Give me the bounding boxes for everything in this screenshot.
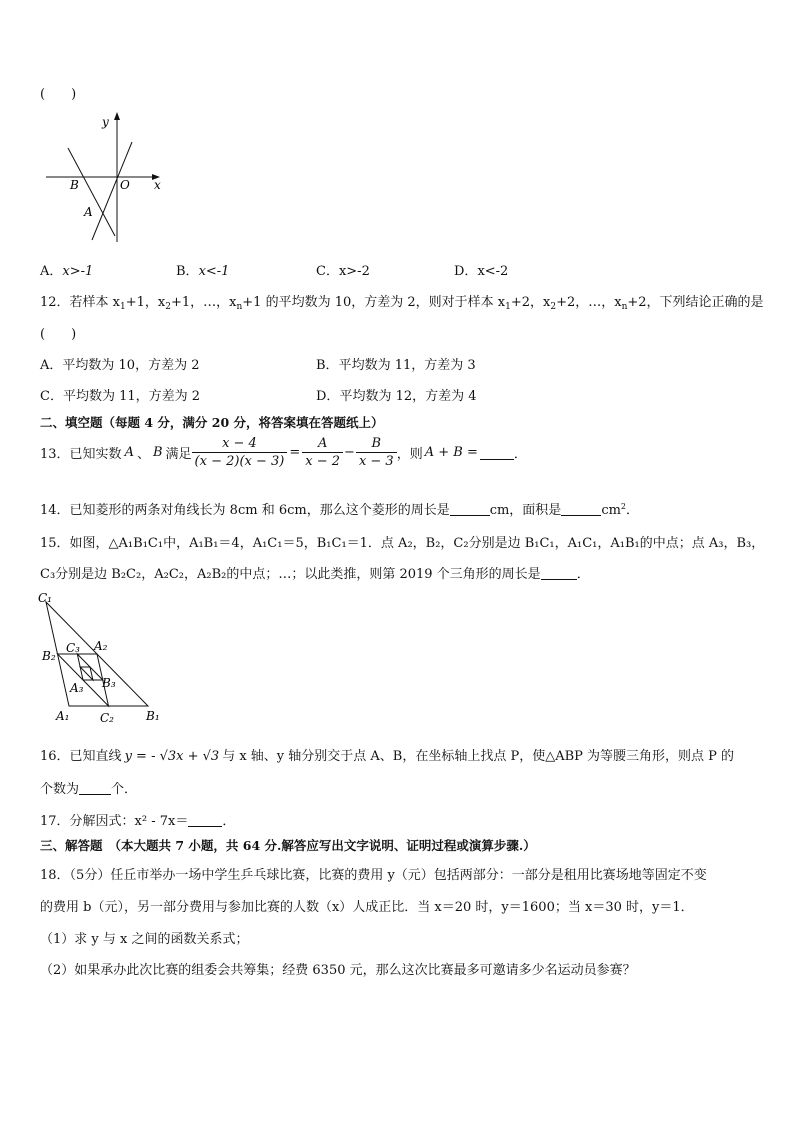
q12-option-d: D．平均数为 12，方差为 4 xyxy=(316,389,477,404)
label-a3: A₃ xyxy=(70,681,84,695)
q13: 13． 已知实数 A 、 B 满足 $\frac{x - 4}{(x - 2)(x - 3)}$ = $\frac{A}{x - 2}$ − $\frac{B}{x - 3}$ ，则 A + B = ． xyxy=(40,436,527,469)
label-c2: C₂ xyxy=(100,711,114,725)
label-b2: B₂ xyxy=(42,649,56,663)
q15-figure xyxy=(32,588,167,728)
q13-frac2: $\frac{A}{x - 2}$ xyxy=(302,436,343,469)
a-label: A xyxy=(84,205,93,219)
q16-line1: 16．已知直线 y = - √3x + √3 与 x 轴、y 轴分别交于点 A、B，在坐标轴上找点 P，使△ABP 为等腰三角形，则点 P 的 xyxy=(40,749,735,764)
label-b1: B₁ xyxy=(146,709,160,723)
q15-answer-blank[interactable] xyxy=(541,566,577,580)
q11-option-a: A．x>-1 xyxy=(40,264,94,279)
label-a1: A₁ xyxy=(56,709,70,723)
q11-paren: ( ) xyxy=(40,87,77,102)
o-label: O xyxy=(120,178,130,192)
q15-line1: 15．如图，△A₁B₁C₁中，A₁B₁＝4，A₁C₁＝5，B₁C₁＝1．点 A₂，B₂，C₂分别是边 B₁C₁，A₁C₁，A₁B₁的中点；点 A₃，B₃， xyxy=(40,536,765,551)
q14-area-blank[interactable] xyxy=(561,502,601,516)
label-c1: C₁ xyxy=(38,591,52,605)
q14: 14．已知菱形的两条对角线长为 8cm 和 6cm，那么这个菱形的周长是 cm，面积是 $cm^2$． xyxy=(40,502,640,518)
q13-frac3: $\frac{B}{x - 3}$ xyxy=(356,436,397,469)
q18-line1: 18．（5分）任丘市举办一场中学生乒乓球比赛，比赛的费用 y（元）包括两部分：一部分是租用比赛场地等固定不变 xyxy=(40,868,707,883)
label-b3: B₃ xyxy=(102,676,116,690)
y-axis-arrow xyxy=(114,112,120,120)
q13-answer-blank[interactable] xyxy=(480,446,514,460)
q11-option-d: D．x<-2 xyxy=(454,264,509,279)
section3-header: 三、解答题 （本大题共 7 小题，共 64 分.解答应写出文字说明、证明过程或演算步骤.） xyxy=(40,838,536,853)
q12-stem: 12．若样本 $x_1+1$，$x_2+1$，…，$x_n+1$ 的平均数为 10，方差为 2，则对于样本 $x_1+2$，$x_2+2$，…，$x_n+2$，下列结论正确的是 xyxy=(40,295,764,312)
q12-option-c: C．平均数为 11，方差为 2 xyxy=(40,389,201,404)
q11-option-c: C．x>-2 xyxy=(316,264,370,279)
section2-title: 二、填空题（每题 4 分，满分 20 分，将答案填在答题纸上） xyxy=(40,415,384,430)
q16-answer-blank[interactable] xyxy=(79,781,111,795)
q13-frac1: $\frac{x - 4}{(x - 2)(x - 3)}$ xyxy=(192,436,288,469)
y-label: y xyxy=(102,115,109,129)
q18-sub1: （1）求 y 与 x 之间的函数关系式； xyxy=(40,932,249,947)
q15-line2: C₃分别是边 B₂C₂，A₂C₂，A₂B₂的中点；…；以此类推，则第 2019 个三角形的周长是 ． xyxy=(40,567,590,582)
q18-line2: 的费用 b（元），另一部分费用与参加比赛的人数（x）人成正比．当 x＝20 时，y＝1600；当 x＝30 时，y＝1． xyxy=(40,900,694,915)
x-label: x xyxy=(154,178,161,192)
label-c3: C₃ xyxy=(66,641,80,655)
line-falling xyxy=(68,148,115,236)
b-label: B xyxy=(70,178,79,192)
q11-option-b: B．x<-1 xyxy=(176,264,230,279)
q12-paren: ( ) xyxy=(40,327,77,342)
q18-sub2: （2）如果承办此次比赛的组委会共筹集；经费 6350 元，那么这次比赛最多可邀请多少名运动员参赛？ xyxy=(40,963,636,978)
q14-perimeter-blank[interactable] xyxy=(450,502,490,516)
q17-answer-blank[interactable] xyxy=(188,813,222,827)
q12-option-a: A．平均数为 10，方差为 2 xyxy=(40,358,200,373)
label-a2: A₂ xyxy=(94,639,108,653)
q16-line2: 个数为 个． xyxy=(40,782,138,797)
q17: 17．分解因式：x² - 7x＝ ． xyxy=(40,814,236,829)
q11-graph xyxy=(40,108,180,248)
q12-option-b: B．平均数为 11，方差为 3 xyxy=(316,358,476,373)
